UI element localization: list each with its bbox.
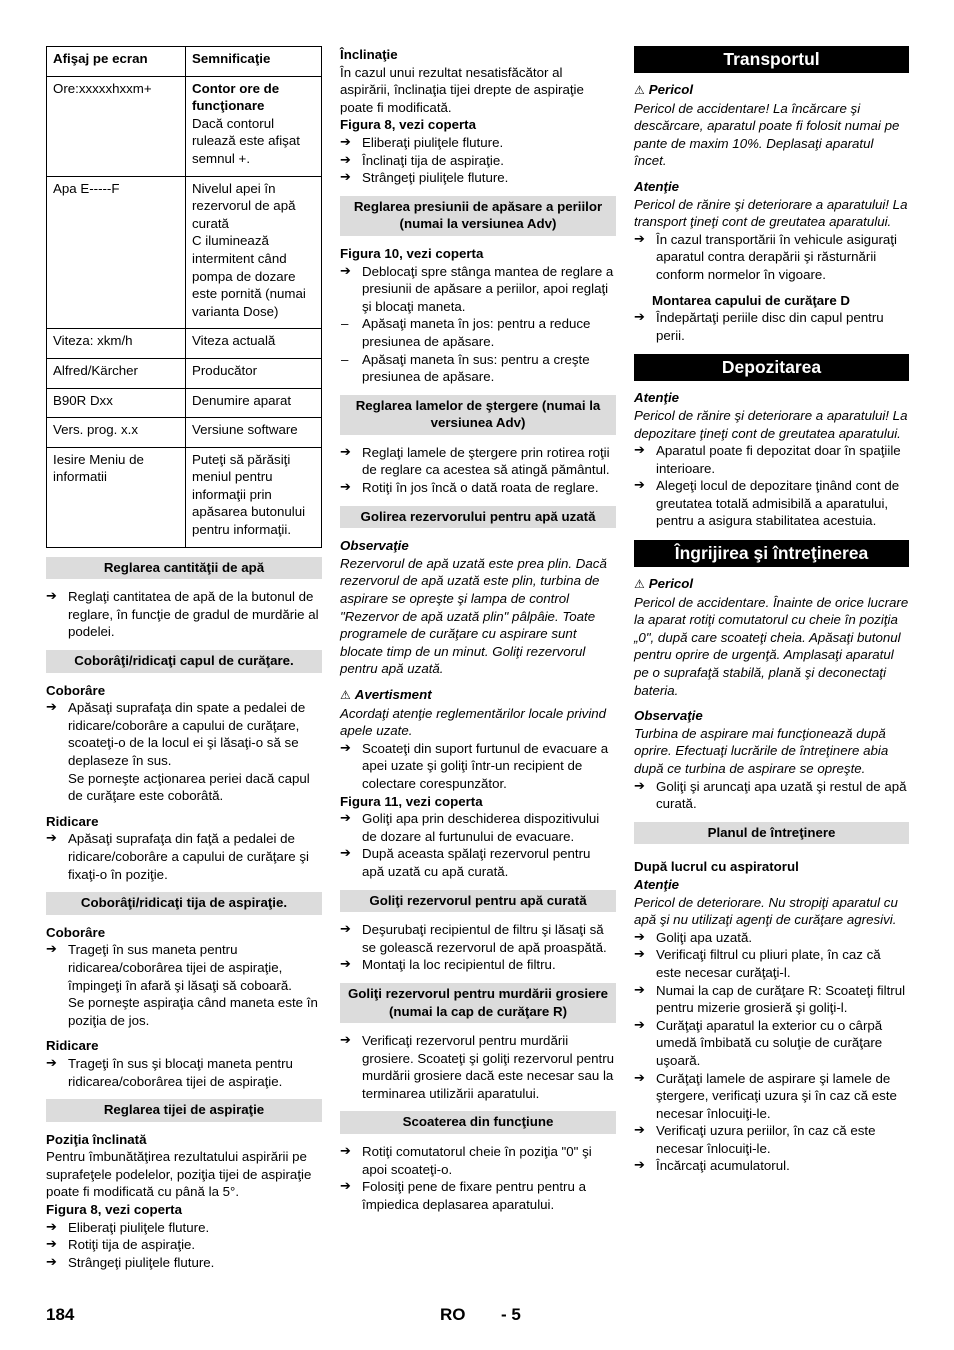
instruction-step: ➔ Verificaţi rezervorul pentru murdării grosiere. Scoateţi şi goliţi rezervorul pentru murdării grosiere dacă este necesar sau la terminarea utilizării aparatului. <box>340 1032 616 1102</box>
attention-text: Pericol de rănire şi deteriorare a aparatului! La transport ţineţi cont de greutatea aparatului. <box>634 196 908 230</box>
figure-reference: Figura 10, vezi coperta <box>340 245 484 261</box>
instruction-step: ➔ Verificaţi uzura periilor, în caz că este necesar înlocuiţi-le. <box>634 1122 909 1157</box>
language-code: RO <box>440 1305 466 1324</box>
section-heading-dirt: Goliţi rezervorul pentru murdării grosiere (numai la cap de curăţare R) <box>340 983 616 1023</box>
instruction-step: ➔ Goliţi apa uzată. <box>634 929 909 947</box>
instruction-step: ➔ Apăsaţi suprafaţa din faţă a pedalei de ridicare/coborâre a capului de curăţare şi fixaţi-o în poziţie. <box>46 830 322 883</box>
instruction-step: ➔ Strângeţi piuliţele fluture. <box>340 169 616 187</box>
table-cell-meaning: Puteţi să părăsiţi meniul pentru informaţii prin apăsarea butonului pentru informaţii. <box>186 447 322 547</box>
subheading: Înclinaţie <box>340 47 398 62</box>
instruction-step: ➔ Înclinaţi tija de aspiraţie. <box>340 152 616 170</box>
instruction-step: ➔ După aceasta spălaţi rezervorul pentru apă uzată cu apă curată. <box>340 845 616 880</box>
section-heading-head: Coborâţi/ridicaţi capul de curăţare. <box>46 650 322 673</box>
table-cell-display: Viteza: xkm/h <box>47 329 186 359</box>
table-cell-meaning: Nivelul apei în rezervorul de apă curată C iluminează intermitent când pompa de dozare este pornită (numai varianta Dose) <box>186 176 322 329</box>
table-cell-display: B90R Dxx <box>47 388 186 418</box>
attention-label: Atenţie <box>634 876 680 892</box>
note-label: Observaţie <box>634 708 703 724</box>
section-heading-water: Reglarea cantităţii de apă <box>46 557 322 580</box>
danger-label: ⚠ Pericol <box>634 82 694 97</box>
instruction-step: ➔ Goliţi apa prin deschiderea dispozitivului de dozare al furtunului de evacuare. <box>340 810 616 845</box>
instruction-step: ➔ Încărcaţi acumulatorul. <box>634 1157 909 1175</box>
instruction-step: ➔ Rotiţi tija de aspiraţie. <box>46 1236 322 1254</box>
instruction-step: ➔ Scoateţi din suport furtunul de evacuare a apei uzate şi goliţi într-un recipient de colectare corespunzător. <box>340 740 616 793</box>
instruction-step: ➔ Deblocaţi spre stânga mantea de reglare a presiunii de apăsare a periilor, apoi reglaţi şi blocaţi maneta. <box>340 263 616 316</box>
table-cell-meaning <box>186 76 322 176</box>
subheading: Poziţia înclinată <box>46 1131 147 1147</box>
section-heading-clean-water: Goliţi rezervorul pentru apă curată <box>340 890 616 913</box>
danger-text: Pericol de accidentare! La încărcare şi descărcare, aparatul poate fi folosit numai pe pante de maxim 10%. Deplasaţi aparatul încet. <box>634 100 900 169</box>
instruction-step: ➔ Numai la cap de curăţare R: Scoateţi filtrul pentru mizerie grosieră şi goliţi-l. <box>634 982 909 1017</box>
instruction-step: ➔ Curăţaţi lamele de aspirare şi lamele de ştergere, verificaţi uzura şi în caz că este necesar înlocuiţi-le. <box>634 1070 909 1123</box>
table-row <box>47 388 322 418</box>
figure-reference: Figura 11, vezi coperta <box>340 793 483 809</box>
table-cell-meaning: Viteza actuală <box>186 329 322 359</box>
table-row <box>47 76 322 176</box>
section-heading-shutdown: Scoaterea din funcţiune <box>340 1111 616 1134</box>
instruction-step: ➔ Montaţi la loc recipientul de filtru. <box>340 956 616 974</box>
attention-label: Atenţie <box>634 390 680 406</box>
instruction-step: ➔ Alegeţi locul de depozitare ţinând cont de greutatea totală admisibilă a aparatului, pentru a asigura stabilitatea acestuia. <box>634 477 909 530</box>
table-row <box>47 176 322 329</box>
table-cell-meaning: Denumire aparat <box>186 388 322 418</box>
table-cell-display: Alfred/Kärcher <box>47 358 186 388</box>
page-number: 184 <box>46 1305 75 1324</box>
instruction-step: ➔ Apăsaţi suprafaţa din spate a pedalei de ridicare/coborâre a capului de curăţare, scoateţi-o de la locul ei şi lăsaţi-o să se deplaseze în sus. <box>46 699 322 769</box>
subheading: Coborâre <box>46 924 106 940</box>
note-text: Rezervorul de apă uzată este prea plin. Dacă rezervorul de apă uzată este plin, turbina de aspirare se opreşte şi lampa de control "Rezervor de apă uzată plin" pâlpâie. Toate programele de curăţare cu aspirare sunt blocate timp de un minut. Goliţi rezervorul pentru apă uzată. <box>340 555 607 677</box>
table-row <box>47 358 322 388</box>
section-heading-bar: Coborâţi/ridicaţi tija de aspiraţie. <box>46 892 322 915</box>
table-header-row <box>47 47 322 77</box>
instruction-step: ➔ Trageţi în sus şi blocaţi maneta pentru ridicarea/coborârea tijei de aspiraţie. <box>46 1055 322 1090</box>
instruction-step: ➔ Aparatul poate fi depozitat doar în spaţiile interioare. <box>634 442 909 477</box>
danger-text: Pericol de accidentare. Înainte de orice lucrare la aparat rotiţi comutatorul cu cheie în poziţia „0", după care scoateţi cheia. Apăsaţi butonul pentru oprire de urgenţă. Amplasaţi aparatul pe o suprafaţă stabilă, plană şi deconectaţi bateria. <box>634 594 909 698</box>
table-cell-display: Ore:xxxxxhxxm+ <box>47 76 186 176</box>
body-text: Pentru îmbunătăţirea rezultatului aspirării pe suprafeţele podelelor, poziţia tijei de aspiraţie poate fi modificată cu până la 5°. <box>46 1149 312 1200</box>
list-item: – Apăsaţi maneta în jos: pentru a reduce presiunea de apăsare. <box>340 315 616 350</box>
section-heading-pressure: Reglarea presiunii de apăsare a periilor (numai la versiunea Adv) <box>340 196 616 236</box>
instruction-step: ➔ Folosiţi pene de fixare pentru pentru a împiedica deplasarea aparatului. <box>340 1178 616 1213</box>
column-middle <box>340 46 616 1213</box>
instruction-step: ➔ Rotiţi în jos încă o dată roata de reglare. <box>340 479 616 497</box>
instruction-step: ➔ Reglaţi lamele de ştergere prin rotirea roţii de reglare ca acestea să atingă pământul. <box>340 444 616 479</box>
warning-icon: ⚠ <box>634 83 645 97</box>
danger-label: ⚠ Pericol <box>634 576 694 592</box>
list-item: – Apăsaţi maneta în sus: pentru a creşte presiunea de apăsare. <box>340 351 616 386</box>
table-row <box>47 418 322 448</box>
attention-text: Pericol de deteriorare. Nu stropiţi aparatul cu apă şi nu utilizaţi agenţi de curăţare agresivi. <box>634 894 898 928</box>
warning-text: Acordaţi atenţie reglementărilor locale privind apele uzate. <box>340 705 607 739</box>
warning-icon: ⚠ <box>634 577 645 592</box>
chapter-heading-transport: Transportul <box>634 46 909 73</box>
instruction-step: ➔ Strângeţi piuliţele fluture. <box>46 1254 322 1272</box>
subheading: După lucrul cu aspiratorul <box>634 859 799 875</box>
instruction-step: ➔ Curăţaţi aparatul la exterior cu o cârpă umedă îmbibată cu soluţie de curăţare uşoară. <box>634 1017 909 1070</box>
instruction-step: ➔ Trageţi în sus maneta pentru ridicarea/coborârea tijei de aspiraţie, împingeţi în afară şi lăsaţi să coboară. <box>46 941 322 994</box>
instruction-step: ➔ În cazul transportării în vehicule asiguraţi aparatul contra derapării şi răsturnării conform normelor în vigoare. <box>634 231 909 284</box>
body-text: În cazul unui rezultat nesatisfăcător al aspirării, înclinaţia tijei drepte de aspiraţie poate fi modificată. <box>340 64 584 115</box>
note-text: Turbina de aspirare mai funcţionează după oprire. Efectuaţi lucrările de întreţinere abia după ce turbina de aspirare se opreşte. <box>634 725 889 776</box>
note-text: Se porneşte acţionarea periei dacă capul de curăţare este coborâtă. <box>68 770 310 804</box>
table-cell-display: Iesire Meniu de informatii <box>47 447 186 547</box>
table-header-meaning: Semnificaţie <box>186 47 322 77</box>
table-row <box>47 329 322 359</box>
table-cell-text: Dacă contorul rulează este afişat semnul +. <box>192 115 300 166</box>
section-heading-maintenance-plan: Planul de întreţinere <box>634 822 909 845</box>
subheading: Ridicare <box>46 1038 99 1054</box>
instruction-step: ➔ Eliberaţi piuliţele fluture. <box>340 134 616 152</box>
warning-label: ⚠ Avertisment <box>340 687 432 702</box>
table-header-display: Afişaj pe ecran <box>47 47 186 77</box>
subheading: Montarea capului de curăţare D <box>652 292 851 308</box>
column-right <box>634 46 909 1175</box>
attention-label: Atenţie <box>634 178 680 194</box>
table-cell-display: Apa E-----F <box>47 176 186 329</box>
note-text: Se porneşte aspiraţia când maneta este în poziţia de jos. <box>68 995 318 1028</box>
instruction-step: ➔ Eliberaţi piuliţele fluture. <box>46 1219 322 1237</box>
note-label: Observaţie <box>340 538 409 554</box>
section-heading-adjust: Reglarea tijei de aspiraţie <box>46 1099 322 1122</box>
table-row <box>47 447 322 547</box>
section-heading-blades: Reglarea lamelor de ştergere (numai la versiunea Adv) <box>340 395 616 435</box>
figure-reference: Figura 8, vezi coperta <box>46 1202 182 1218</box>
column-left <box>46 46 322 1271</box>
chapter-heading-storage: Depozitarea <box>634 354 909 381</box>
instruction-step: ➔ Rotiţi comutatorul cheie în poziţia "0" şi apoi scoateţi-o. <box>340 1143 616 1178</box>
display-table <box>46 46 322 548</box>
table-cell-meaning: Producător <box>186 358 322 388</box>
table-cell-title: Contor ore de funcţionare <box>192 80 280 114</box>
chapter-heading-care: Îngrijirea şi întreţinerea <box>634 540 909 567</box>
instruction-step: ➔ Reglaţi cantitatea de apă de la butonul de reglare, în funcţie de gradul de murdărie al podelei. <box>46 588 322 641</box>
instruction-step: ➔ Goliţi şi aruncaţi apa uzată şi restul de apă curată. <box>634 778 909 813</box>
instruction-step: ➔ Deşurubaţi recipientul de filtru şi lăsaţi să se golească rezervorul de apă proaspătă. <box>340 921 616 956</box>
warning-icon: ⚠ <box>340 688 351 702</box>
subheading: Ridicare <box>46 813 99 829</box>
attention-text: Pericol de rănire şi deteriorare a aparatului! La depozitare ţineţi cont de greutatea aparatului. <box>634 407 908 441</box>
instruction-step: ➔ Îndepărtaţi periile disc din capul pentru perii. <box>634 309 909 344</box>
section-heading-waste-water: Golirea rezervorului pentru apă uzată <box>340 506 616 529</box>
sub-page-number: - 5 <box>501 1305 521 1324</box>
table-cell-display: Vers. prog. x.x <box>47 418 186 448</box>
table-cell-meaning: Versiune software <box>186 418 322 448</box>
instruction-step: ➔ Verificaţi filtrul cu pliuri plate, în caz că este necesar curăţaţi-l. <box>634 946 909 981</box>
figure-reference: Figura 8, vezi coperta <box>340 117 476 133</box>
subheading: Coborâre <box>46 682 106 698</box>
